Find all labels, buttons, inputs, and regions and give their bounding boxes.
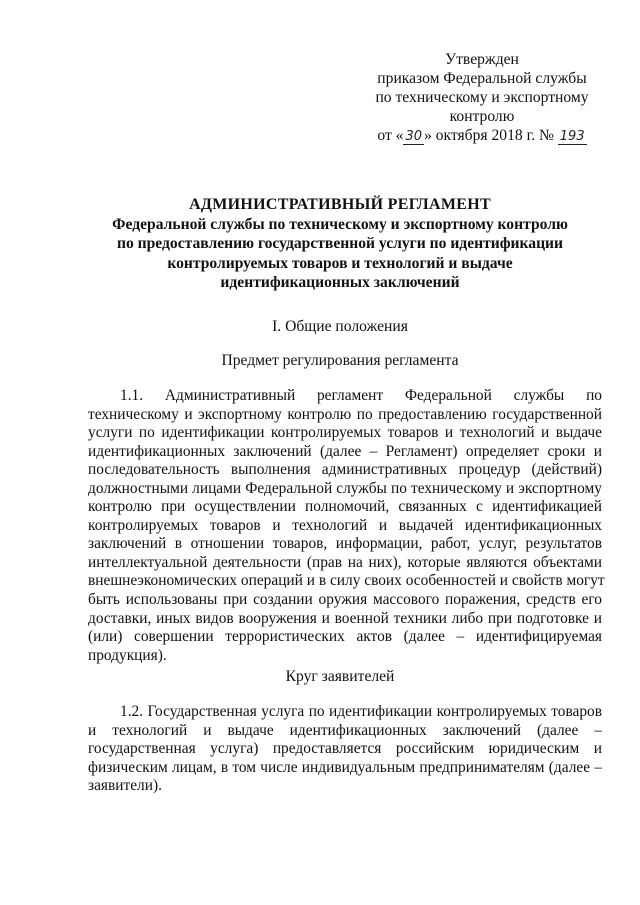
- subsection-heading-subject: Предмет регулирования регламента: [221, 352, 459, 369]
- approval-block: [362, 50, 602, 145]
- title-line-3: по предоставлению государственной услуги по идентификации: [116, 235, 564, 253]
- paragraph-line: услуги по идентификации контролируемых товаров и технологий и выдаче: [88, 424, 602, 442]
- paragraph-1-1: [88, 387, 605, 665]
- handwritten-order-number: 193: [559, 129, 585, 144]
- paragraph-line: (или) совершении террористических актов (далее – идентифицируемая: [88, 628, 602, 646]
- paragraph-line: государственная услуга) предоставляется российским юридическим и: [88, 740, 602, 758]
- title-line-4: контролируемых товаров и технологий и выдаче: [167, 254, 513, 272]
- handwritten-day: 30: [405, 129, 423, 144]
- approval-line-order: приказом Федеральной службы: [377, 70, 587, 87]
- paragraph-line: и технологий и выдаче идентификационных заключений (далее –: [88, 721, 602, 739]
- subsection-heading-applicants: Круг заявителей: [285, 668, 395, 685]
- paragraph-line: 1.1. Административный регламент Федеральной службы по: [120, 387, 602, 404]
- paragraph-line: заключений в отношении товаров, информации, работ, услуг, результатов: [88, 535, 602, 553]
- approval-date-line: [362, 126, 602, 145]
- paragraph-line: контролируемых товаров и технологий и выдачей идентификационных: [88, 516, 602, 534]
- paragraph-line: последовательность выполнения административных процедур (действий): [88, 461, 602, 479]
- paragraph-line: идентификационных заключений (далее – Регламент) определяет сроки и: [88, 442, 602, 460]
- paragraph-line: интеллектуальной деятельности (прав на них), которые являются объектами: [88, 553, 602, 571]
- approval-line-agency-end: контролю: [449, 108, 515, 125]
- paragraph-line: продукция).: [88, 646, 167, 664]
- paragraph-line: техническому и экспортному контролю по предоставлению государственной: [88, 405, 602, 423]
- section-heading: I. Общие положения: [272, 318, 408, 335]
- title-line-2: Федеральной службы по техническому и экспортному контролю: [112, 215, 568, 233]
- paragraph-line: физическим лицам, в том числе индивидуальным предпринимателям (далее –: [88, 758, 602, 776]
- date-middle: » октября 2018 г. №: [424, 127, 554, 144]
- document-title: [70, 195, 610, 293]
- approval-line-approved: Утвержден: [445, 51, 519, 68]
- date-prefix: от «: [377, 127, 404, 144]
- paragraph-line: доставки, иных видов вооружения и военной техники либо при подготовке и: [88, 609, 602, 627]
- paragraph-line: заявители).: [88, 777, 162, 795]
- approval-line-agency: по техническому и экспортному: [375, 89, 589, 106]
- title-line-5: идентификационных заключений: [220, 274, 460, 292]
- paragraph-line: 1.2. Государственная услуга по идентификации контролируемых товаров: [120, 703, 602, 720]
- paragraph-line: быть использованы при создании оружия массового поражения, средств его: [88, 591, 602, 609]
- title-main: АДМИНИСТРАТИВНЫЙ РЕГЛАМЕНТ: [189, 196, 491, 213]
- paragraph-line: должностными лицами Федеральной службы по техническому и экспортному: [88, 479, 602, 497]
- paragraph-line: контролю при осуществлении полномочий, связанных с идентификацией: [88, 498, 602, 516]
- paragraph-line: внешнеэкономических операций и в силу своих особенностей и свойств могут: [88, 572, 605, 590]
- paragraph-1-2: [88, 703, 602, 796]
